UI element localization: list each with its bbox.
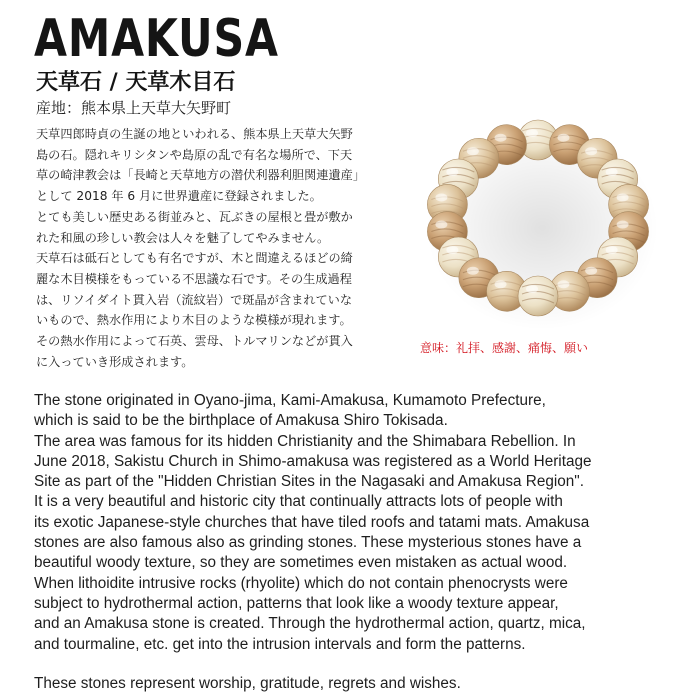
meaning-label: 意味：礼拝、感謝、痛悔、願い	[420, 341, 589, 355]
en-line: beautiful woody texture, so they are sometimes even mistaken as actual wood.	[34, 554, 568, 572]
jp-line: 草の崎津教会は「長崎と天草地方の潜伏利器利胆関連遺産」	[36, 168, 366, 183]
english-description	[34, 391, 674, 655]
en-line: and an Amakusa stone is created. Through the hydrothermal action, quartz, mica,	[34, 615, 586, 633]
en-line: It is a very beautiful and historic city that continually attracts lots of people with	[34, 493, 563, 511]
bead	[518, 276, 558, 316]
jp-line: その熱水作用によって石英、雲母、トルマリンなどが貫入	[36, 334, 353, 349]
en-line: Site as part of the "Hidden Christian Sites in the Nagasaki and Amakusa Region".	[34, 473, 584, 491]
en-line: The area was famous for its hidden Christianity and the Shimabara Rebellion. In	[34, 432, 576, 450]
bracelet-illustration	[414, 106, 662, 334]
jp-line: として 2018 年 6 月に世界遺産に登録されました。	[36, 189, 322, 204]
bracelet-photo	[414, 106, 662, 334]
closing-statement: These stones represent worship, gratitude, regrets and wishes.	[34, 675, 461, 692]
en-line: which is said to be the birthplace of Amakusa Shiro Tokisada.	[34, 412, 448, 430]
en-line: stones are also famous also as grinding stones. These mysterious stones have a	[34, 534, 582, 552]
en-line: When lithoidite intrusive rocks (rhyolite) which do not contain phenocrysts were	[34, 574, 568, 592]
jp-line: 天草石は砥石としても有名ですが、木と間違えるほどの綺	[36, 251, 353, 266]
page-title: AMAKUSA	[34, 9, 279, 69]
japanese-description	[36, 124, 408, 372]
bracelet-beads	[426, 120, 658, 330]
jp-line: とても美しい歴史ある街並みと、瓦ぶきの屋根と畳が敷か	[36, 209, 353, 224]
jp-line: 島の石。隠れキリシタンや島原の乱で有名な場所で、下天	[36, 147, 353, 162]
jp-line: いもので、熱水作用により木目のような模様が現れます。	[36, 313, 352, 328]
jp-line: 天草四郎時貞の生誕の地といわれる、熊本県上天草大矢野	[36, 127, 353, 141]
stone-name-japanese: 天草石 / 天草木目石	[36, 70, 236, 95]
jp-line: に入っていき形成されます。	[36, 354, 194, 369]
en-line: and tourmaline, etc. get into the intrusion intervals and form the patterns.	[34, 635, 526, 653]
en-line: The stone originated in Oyano-jima, Kami-Amakusa, Kumamoto Prefecture,	[34, 392, 546, 409]
jp-line: れた和風の珍しい教会は人々を魅了してやみません。	[36, 230, 330, 245]
en-line: subject to hydrothermal action, patterns that look like a woody texture appear,	[34, 594, 559, 612]
origin-location: 産地：熊本県上天草大矢野町	[36, 99, 232, 117]
en-line: June 2018, Sakistu Church in Shimo-amakusa was registered as a World Heritage	[34, 452, 592, 470]
en-line: its exotic Japanese-style churches that have tiled roofs and tatami mats. Amakusa	[34, 513, 590, 531]
jp-line: は、リソイダイト貫入岩（流紋岩）で斑晶が含まれていな	[36, 292, 353, 307]
jp-line: 麗な木目模様をもっている不思議な石です。その生成過程	[36, 271, 352, 286]
